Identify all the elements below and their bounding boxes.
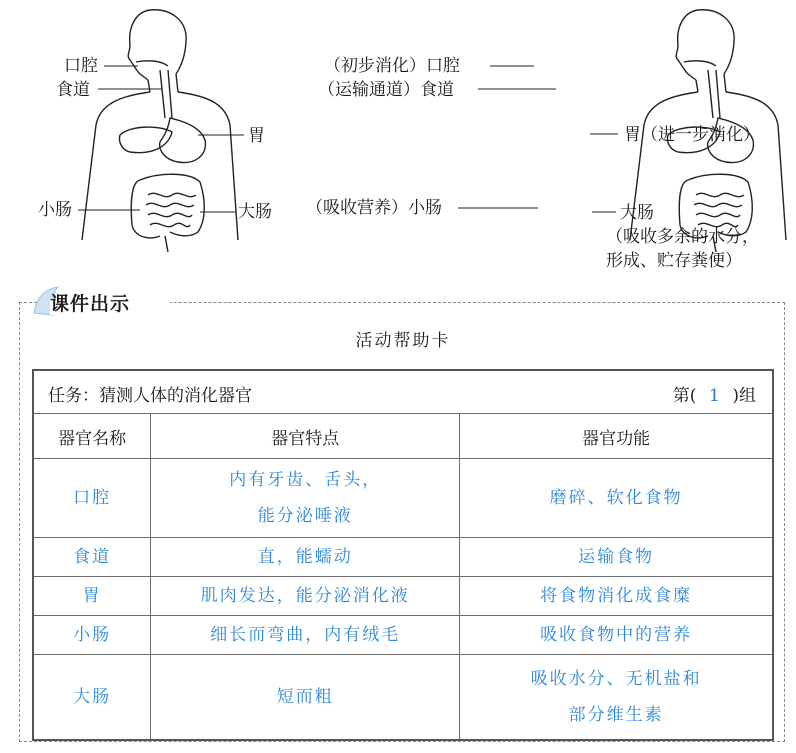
label-large-intestine-note-2: 形成、贮存粪便） bbox=[606, 251, 742, 271]
function-line: 吸收食物中的营养 bbox=[540, 625, 693, 645]
function-line: 部分维生素 bbox=[568, 705, 664, 725]
organ-name: 大肠 bbox=[33, 655, 151, 741]
label-small-intestine-function: （吸收营养）小肠 bbox=[306, 198, 442, 218]
organ-feature bbox=[151, 616, 460, 655]
table-row bbox=[33, 616, 773, 655]
group-number-field bbox=[673, 381, 756, 406]
group-number: 1 bbox=[708, 386, 720, 406]
organ-name: 胃 bbox=[33, 577, 151, 616]
organ-function bbox=[460, 577, 773, 616]
table-row bbox=[33, 538, 773, 577]
header-organ-features: 器官特点 bbox=[151, 414, 460, 459]
header-row bbox=[33, 414, 773, 459]
label-large-intestine: 大肠 bbox=[238, 202, 272, 222]
label-mouth-function: （初步消化）口腔 bbox=[324, 56, 460, 76]
table-row bbox=[33, 577, 773, 616]
feature-line: 细长而弯曲，内有绒毛 bbox=[210, 625, 401, 645]
feature-line: 肌肉发达，能分泌消化液 bbox=[200, 586, 410, 606]
function-line: 运输食物 bbox=[578, 547, 655, 567]
task-label: 任务：猜测人体的消化器官 bbox=[48, 386, 252, 406]
organ-feature bbox=[151, 577, 460, 616]
feature-line: 内有牙齿、舌头， bbox=[229, 470, 382, 490]
function-line: 吸收水分、无机盐和 bbox=[530, 669, 702, 689]
label-mouth: 口腔 bbox=[64, 56, 98, 76]
organ-function bbox=[460, 655, 773, 741]
group-prefix: 第( bbox=[672, 386, 697, 406]
feature-line: 直，能蠕动 bbox=[257, 547, 353, 567]
organ-name: 小肠 bbox=[33, 616, 151, 655]
label-stomach-function: 胃（进一步消化） bbox=[624, 125, 760, 145]
feature-line: 短而粗 bbox=[276, 687, 334, 707]
label-esophagus-function: （运输通道）食道 bbox=[318, 80, 454, 100]
header-organ-name: 器官名称 bbox=[33, 414, 151, 459]
label-large-intestine-function: 大肠 bbox=[620, 203, 654, 223]
help-card-table bbox=[32, 369, 774, 741]
digestive-diagram-right bbox=[300, 0, 796, 280]
task-row bbox=[33, 370, 773, 414]
organ-function bbox=[460, 459, 773, 538]
header-organ-functions: 器官功能 bbox=[460, 414, 773, 459]
group-suffix: )组 bbox=[732, 386, 756, 406]
help-card-title: 活动帮助卡 bbox=[355, 331, 451, 351]
organ-name: 口腔 bbox=[33, 459, 151, 538]
label-small-intestine: 小肠 bbox=[38, 200, 72, 220]
organ-name: 食道 bbox=[33, 538, 151, 577]
digestive-diagram-left bbox=[0, 0, 300, 280]
table-row bbox=[33, 655, 773, 741]
label-esophagus: 食道 bbox=[56, 80, 90, 100]
organ-feature bbox=[151, 655, 460, 741]
organ-function bbox=[460, 616, 773, 655]
function-line: 将食物消化成食糜 bbox=[540, 586, 693, 606]
section-title: 课件出示 bbox=[50, 293, 131, 315]
label-stomach: 胃 bbox=[248, 126, 265, 146]
organ-function bbox=[460, 538, 773, 577]
table-row bbox=[33, 459, 773, 538]
organ-feature bbox=[151, 538, 460, 577]
feature-line: 能分泌唾液 bbox=[257, 506, 353, 526]
label-large-intestine-note-1: （吸收多余的水分， bbox=[606, 227, 759, 247]
function-line: 磨碎、软化食物 bbox=[549, 488, 683, 508]
organ-feature bbox=[151, 459, 460, 538]
